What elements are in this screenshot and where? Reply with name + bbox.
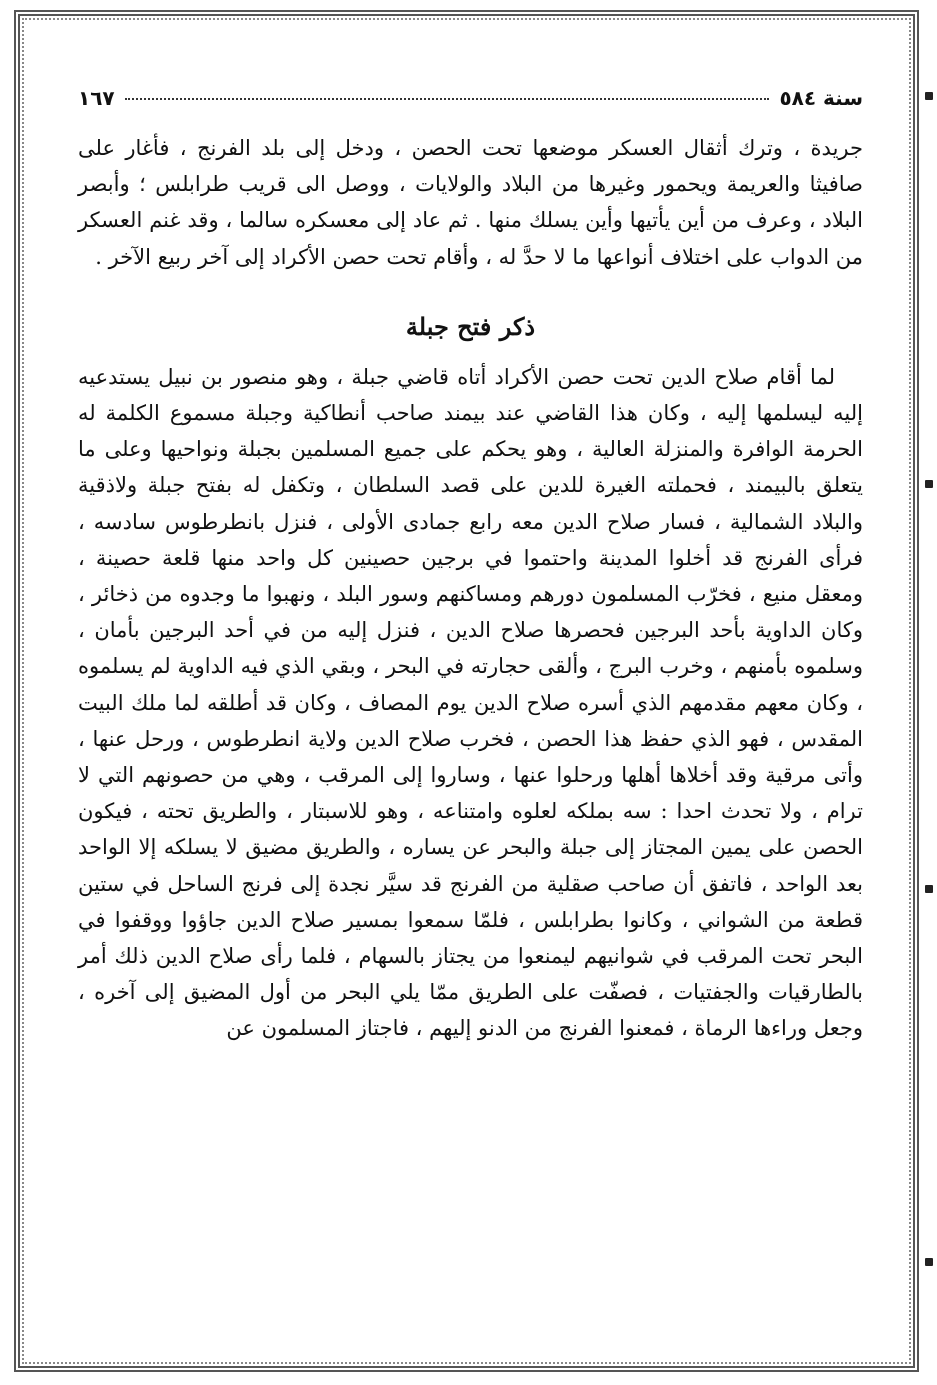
running-header — [78, 86, 863, 120]
book-page — [78, 86, 863, 1047]
header-dotted-leader — [125, 98, 770, 100]
paragraph-jabala-conquest: لما أقام صلاح الدين تحت حصن الأكراد أتاه قاضي جبلة ، وهو منصور بن نبيل يستدعيه إليه ليسلمها إليه ، وكان هذا القاضي عند بيمند صاحب أنطاكية وجبلة مسموع الكلمة له الحرمة الوافرة والمنزلة العالية ، وهو يحكم على جميع المسلمين بجبلة ونواحيها وعلى ما يتعلق بالبيمند ، فحملته الغيرة للدين على قصد السلطان ، وتكفل له بفتح جبلة ولاذقية والبلاد الشمالية ، فسار صلاح الدين معه رابع جمادى الأولى ، فنزل بانطرطوس سادسه ، فرأى الفرنج قد أخلوا المدينة واحتموا في برجين حصينين كل واحد منها قلعة حصينة ، ومعقل منيع ، فخرّب المسلمون دورهم ومساكنهم وسور البلد ، ونهبوا ما وجدوه من ذخائر ، وكان الداوية بأحد البرجين فحصرها صلاح الدين ، فنزل إليه من في أحد البرجين بأمان ، وسلموه بأمنهم ، وخرب البرج ، وألقى حجارته في البحر ، وبقي الذي فيه الداوية لم يسلموه ، وكان معهم مقدمهم الذي أسره صلاح الدين يوم المصاف ، وكان قد أطلقه لما ملك البيت المقدس ، فهو الذي حفظ هذا الحصن ، فخرب صلاح الدين ولاية انطرطوس ، ورحل عنها ، وأتى مرقية وقد أخلاها أهلها ورحلوا عنها ، وساروا إلى المرقب ، وهي من حصونهم التي لا ترام ، ولا تحدث احدا ‏:‏ سه بملكه لعلوه وامتناعه ، وهو للاسبتار ، والطريق تحته ، فيكون الحصن على يمين المجتاز إلى جبلة والبحر عن يساره ، والطريق مضيق لا يسلكه إلا الواحد بعد الواحد ، فاتفق أن صاحب صقلية من الفرنج قد سيَّر نجدة إلى فرنج الساحل في ستين قطعة من الشواني ، وكانوا بطرابلس ، فلمّا سمعوا بمسير صلاح الدين جاؤوا ووقفوا في البحر تحت المرقب في شوانيهم ليمنعوا من يجتاز بالسهام ، فلما رأى صلاح الدين ذلك أمر بالطارقيات والجفتيات ، فصفّت على الطريق ممّا يلي البحر من أول المضيق إلى آخره ، وجعل وراءها الرماة ، فمعنوا الفرنج من الدنو إليهم ، فاجتاز المسلمون عن — [78, 364, 863, 1041]
margin-mark — [925, 885, 933, 893]
margin-mark — [925, 480, 933, 488]
page-number: ١٦٧ — [78, 86, 115, 110]
margin-mark — [925, 92, 933, 100]
paragraph-continuation: جريدة ، وترك أثقال العسكر موضعها تحت الحصن ، ودخل إلى بلد الفرنج ، فأغار على صافيثا والعريمة ويحمور وغيرها من البلاد والولايات ، ووصل الى قريب طرابلس ؛ وأبصر البلاد ، وعرف من أين يأتيها وأين يسلك منها . ثم عاد إلى معسكره سالما ، وقد غنم العسكر من الدواب على اختلاف أنواعها ما لا حدَّ له ، وأقام تحت حصن الأكراد إلى آخر ربيع الآخر . — [78, 136, 863, 269]
margin-mark — [925, 1258, 933, 1266]
header-year: سنة ٥٨٤ — [779, 86, 863, 110]
section-heading: ذكر فتح جبلة — [405, 311, 536, 341]
